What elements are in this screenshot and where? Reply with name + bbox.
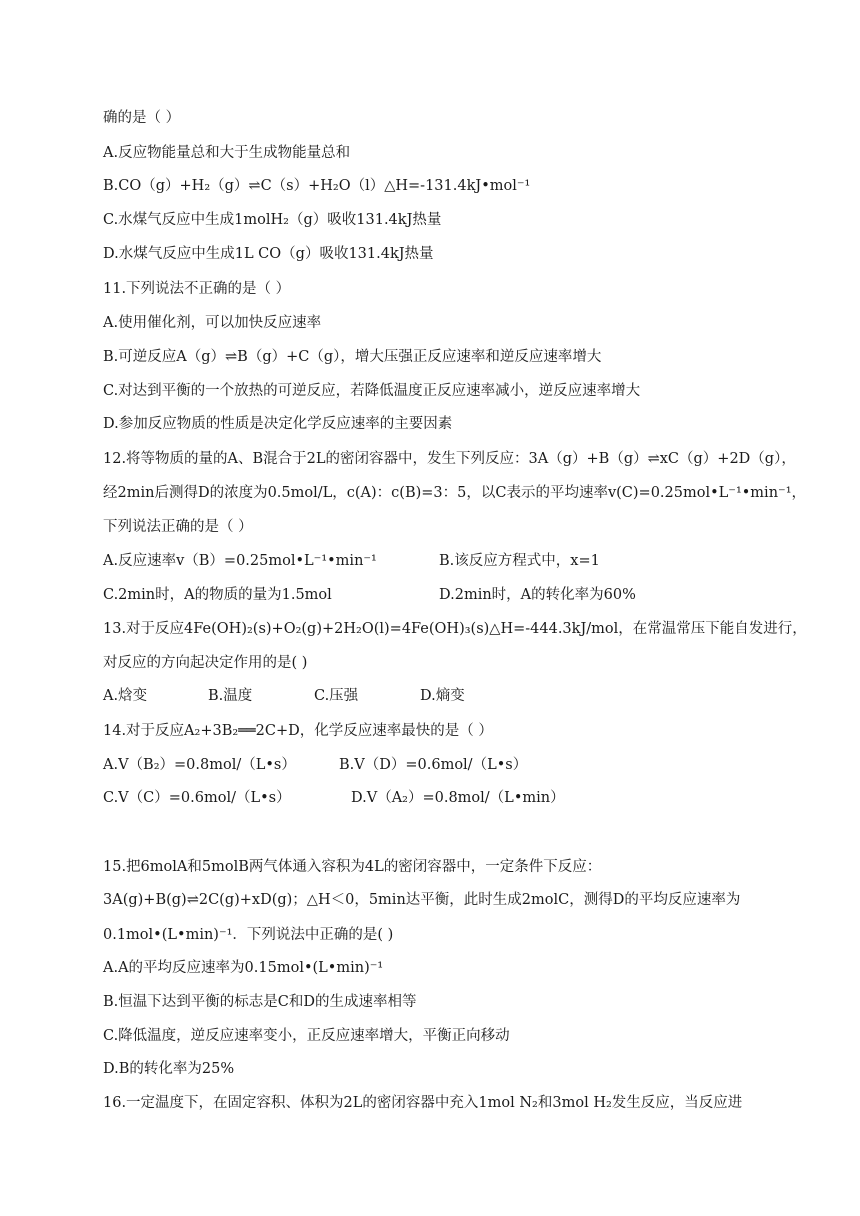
q13-stem-line2: 对反应的方向起决定作用的是( ) xyxy=(103,655,308,671)
q10-option-b: B.CO（g）+H₂（g）⇌C（s）+H₂O（l）△H=-131.4kJ•mol⁻¹ xyxy=(103,178,531,194)
q15-option-b: B.恒温下达到平衡的标志是C和D的生成速率相等 xyxy=(103,994,417,1010)
q13-option-d: D.熵变 xyxy=(420,688,465,704)
q11-stem: 11.下列说法不正确的是（ ） xyxy=(103,281,291,297)
q14-option-b: B.V（D）=0.6mol/（L•s） xyxy=(339,757,528,773)
q12-stem-line1: 12.将等物质的量的A、B混合于2L的密闭容器中，发生下列反应：3A（g）+B（g）⇌xC（g）+2D（g）， xyxy=(103,451,796,467)
q12-option-d: D.2min时，A的转化率为60% xyxy=(439,587,636,603)
q13-option-c: C.压强 xyxy=(314,688,359,704)
q13-option-b: B.温度 xyxy=(208,688,253,704)
q14-option-d: D.V（A₂）=0.8mol/（L•min） xyxy=(351,790,565,806)
q11-option-a: A.使用催化剂，可以加快反应速率 xyxy=(103,315,322,331)
q15-option-c: C.降低温度，逆反应速率变小，正反应速率增大，平衡正向移动 xyxy=(103,1028,510,1044)
q16-stem-line1: 16.一定温度下，在固定容积、体积为2L的密闭容器中充入1mol N₂和3mol H₂发生反应，当反应进 xyxy=(103,1095,743,1111)
q12-stem-line3: 下列说法正确的是（ ） xyxy=(103,519,253,535)
q15-stem-line1: 15.把6molA和5molB两气体通入容积为4L的密闭容器中，一定条件下反应： xyxy=(103,859,602,875)
q12-stem-line2: 经2min后测得D的浓度为0.5mol/L，c(A)：c(B)=3：5，以C表示的平均速率v(C)=0.25mol•L⁻¹•min⁻¹， xyxy=(103,485,807,501)
q11-option-b: B.可逆反应A（g）⇌B（g）+C（g），增大压强正反应速率和逆反应速率增大 xyxy=(103,349,602,365)
q12-option-a: A.反应速率v（B）=0.25mol•L⁻¹•min⁻¹ xyxy=(103,553,377,569)
q14-stem: 14.对于反应A₂+3B₂══2C+D，化学反应速率最快的是（ ） xyxy=(103,723,493,739)
q10-stem-tail: 确的是（ ） xyxy=(103,110,181,126)
q15-option-a: A.A的平均反应速率为0.15mol•(L•min)⁻¹ xyxy=(103,960,384,976)
q10-option-c: C.水煤气反应中生成1molH₂（g）吸收131.4kJ热量 xyxy=(103,212,442,228)
q11-option-c: C.对达到平衡的一个放热的可逆反应，若降低温度正反应速率减小，逆反应速率增大 xyxy=(103,383,641,399)
q13-option-a: A.焓变 xyxy=(103,688,148,704)
q11-option-d: D.参加反应物质的性质是决定化学反应速率的主要因素 xyxy=(103,416,453,432)
q10-option-a: A.反应物能量总和大于生成物能量总和 xyxy=(103,145,351,161)
q13-stem-line1: 13.对于反应4Fe(OH)₂(s)+O₂(g)+2H₂O(l)=4Fe(OH)₃(s)△H=-444.3kJ/mol，在常温常压下能自发进行， xyxy=(103,621,807,637)
q14-option-a: A.V（B₂）=0.8mol/（L•s） xyxy=(103,757,296,773)
q10-option-d: D.水煤气反应中生成1L CO（g）吸收131.4kJ热量 xyxy=(103,246,434,262)
q15-stem-line3: 0.1mol•(L•min)⁻¹．下列说法中正确的是( ) xyxy=(103,927,394,943)
q14-option-c: C.V（C）=0.6mol/（L•s） xyxy=(103,790,291,806)
q15-option-d: D.B的转化率为25% xyxy=(103,1061,235,1077)
q12-option-c: C.2min时，A的物质的量为1.5mol xyxy=(103,587,332,603)
q12-option-b: B.该反应方程式中，x=1 xyxy=(439,553,600,569)
q15-stem-line2: 3A(g)+B(g)⇌2C(g)+xD(g)；△H＜0，5min达平衡，此时生成2molC，测得D的平均反应速率为 xyxy=(103,892,741,908)
